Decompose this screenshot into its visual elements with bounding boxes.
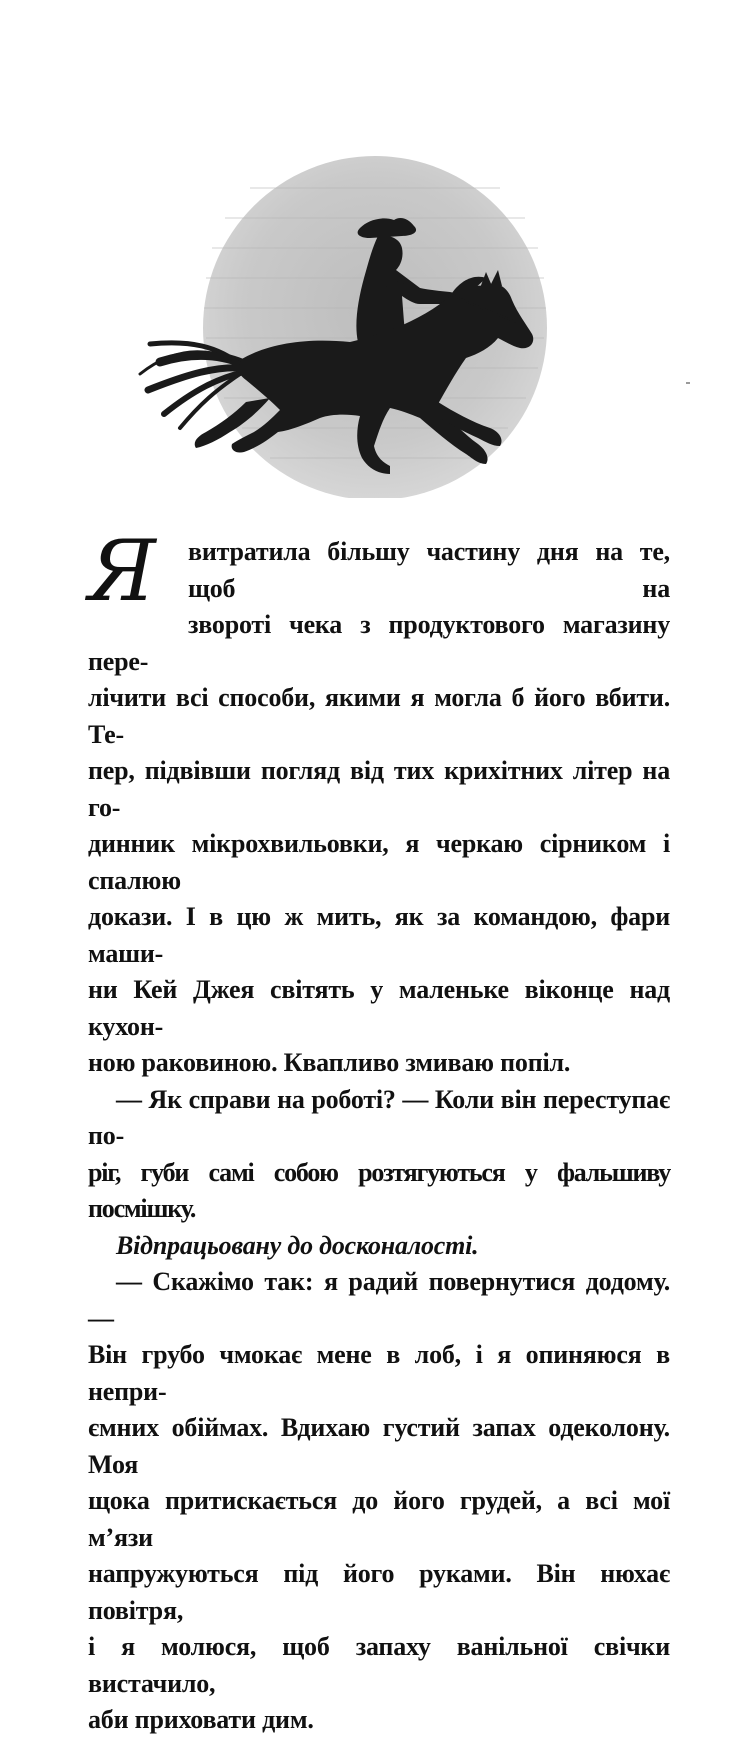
paragraph-1 bbox=[88, 522, 670, 1082]
text-line: докази. І в цю ж мить, як за командою, фари маши- bbox=[88, 902, 670, 968]
text-line: ріг, губи самі собою розтягуються у фальшиву посмішку. bbox=[88, 1157, 670, 1223]
paragraph-2 bbox=[88, 1082, 670, 1228]
text-line: Відпрацьовану до досконалості. bbox=[116, 1230, 479, 1260]
paragraph-3 bbox=[88, 1228, 670, 1265]
text-line: ємних обіймах. Вдихаю густий запах одеколону. Моя bbox=[88, 1413, 670, 1479]
text-line: витратила більшу частину дня на те, щоб на bbox=[188, 537, 670, 603]
chapter-text bbox=[88, 522, 670, 1739]
text-line: напружуються під його руками. Він нюхає повітря, bbox=[88, 1559, 670, 1625]
text-line: Він грубо чмокає мене в лоб, і я опиняюся в непри- bbox=[88, 1340, 670, 1406]
drop-cap: Я bbox=[88, 522, 156, 620]
text-line: ни Кей Джея світять у маленьке віконце над кухон- bbox=[88, 975, 670, 1041]
text-line: аби приховати дим. bbox=[88, 1705, 314, 1734]
text-line: — Скажімо так: я радий повернутися додому. — bbox=[88, 1267, 670, 1333]
text-line: звороті чека з продуктового магазину пере- bbox=[88, 610, 670, 676]
text-line: щока притискається до його грудей, а всі мої м’язи bbox=[88, 1486, 670, 1552]
paragraph-4 bbox=[88, 1264, 670, 1739]
text-line: динник мікрохвильовки, я черкаю сірником і спалюю bbox=[88, 829, 670, 895]
chapter-illustration bbox=[120, 128, 560, 498]
cowboy-on-galloping-horse-silhouette-icon bbox=[120, 128, 560, 498]
page-speck bbox=[686, 382, 690, 384]
text-line: пер, підвівши погляд від тих крихітних літер на го- bbox=[88, 756, 670, 822]
text-line: і я молюся, щоб запаху ванільної свічки вистачило, bbox=[88, 1632, 670, 1698]
text-line: — Як справи на роботі? — Коли він переступає по- bbox=[88, 1084, 670, 1150]
text-line: ною раковиною. Квапливо змиваю попіл. bbox=[88, 1048, 571, 1077]
text-line: лічити всі способи, якими я могла б його вбити. Те- bbox=[88, 683, 670, 749]
